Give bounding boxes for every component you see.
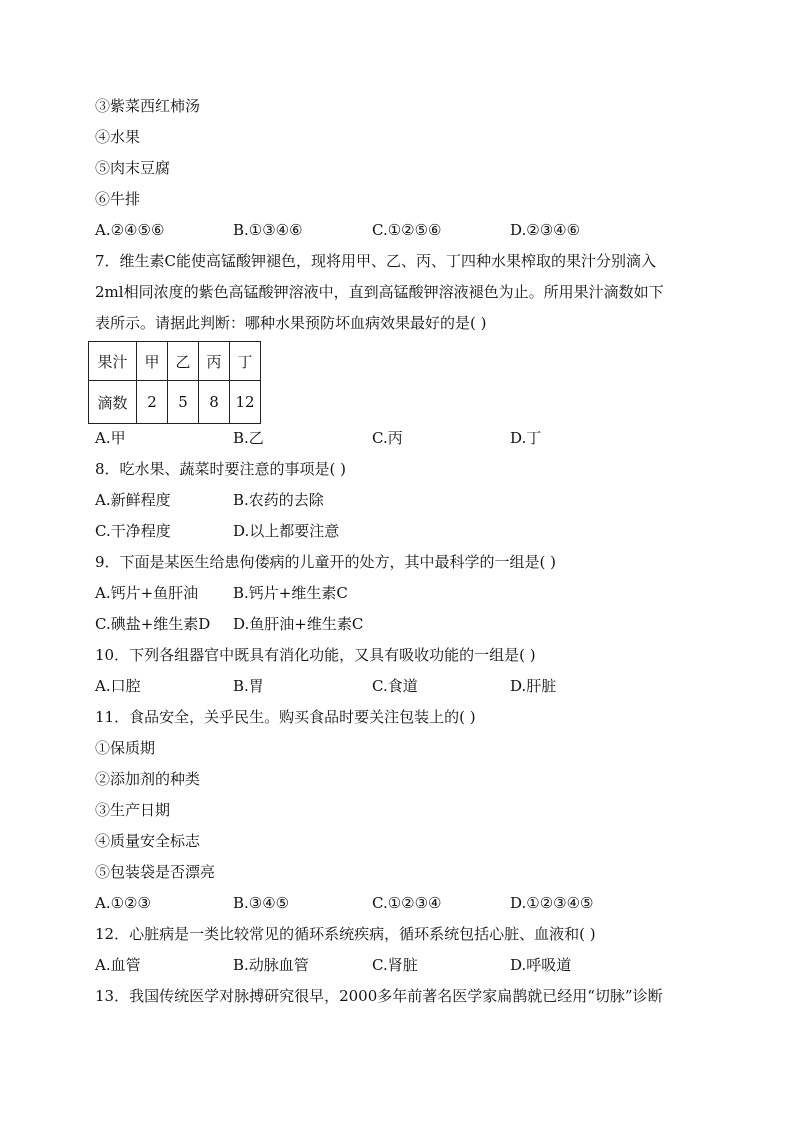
q11-option-a: A.①②③ <box>95 894 151 912</box>
table-cell-fruit-2: 乙 <box>168 342 199 381</box>
q10-option-d: D.肝脏 <box>510 677 557 695</box>
table-cell-fruit-3: 丙 <box>199 342 230 381</box>
q10-stem: 10．下列各组器官中既具有消化功能，又具有吸收功能的一组是( ) <box>95 646 536 664</box>
q9-stem: 9．下面是某医生给患佝偻病的儿童开的处方，其中最科学的一组是( ) <box>95 553 557 571</box>
q6-option-c: C.①②⑤⑥ <box>372 221 442 239</box>
q13-stem: 13．我国传统医学对脉搏研究很早，2000多年前著名医学家扁鹊就已经用“切脉”诊断 <box>95 987 663 1005</box>
table-cell-fruit-4: 丁 <box>230 342 261 381</box>
q11-item-4: ④质量安全标志 <box>95 832 201 850</box>
q7-stem-line3: 表所示。请据此判断：哪种水果预防坏血病效果最好的是( ) <box>95 314 487 332</box>
q7-stem-line2: 2ml相同浓度的紫色高锰酸钾溶液中，直到高锰酸钾溶液褪色为止。所用果汁滴数如下 <box>95 283 664 301</box>
q12-option-a: A.血管 <box>95 956 141 974</box>
q9-option-c: C.碘盐+维生素D <box>95 615 211 633</box>
q6-item-4: ④水果 <box>95 128 141 146</box>
table-cell-drops-4: 12 <box>230 381 261 424</box>
q11-item-5: ⑤包装袋是否漂亮 <box>95 863 216 881</box>
q6-option-a: A.②④⑤⑥ <box>95 221 165 239</box>
table-cell-fruit-1: 甲 <box>137 342 168 381</box>
q9-option-a: A.钙片+鱼肝油 <box>95 584 199 602</box>
q9-option-b: B.钙片+维生素C <box>233 584 348 602</box>
q6-item-5: ⑤肉末豆腐 <box>95 159 171 177</box>
q10-option-a: A.口腔 <box>95 677 141 695</box>
q8-option-b: B.农药的去除 <box>233 491 324 509</box>
q8-option-c: C.干净程度 <box>95 522 171 540</box>
q6-item-6: ⑥牛排 <box>95 190 141 208</box>
table-cell-drops-2: 5 <box>168 381 199 424</box>
table-header-juice: 果汁 <box>89 342 137 381</box>
q12-option-d: D.呼吸道 <box>510 956 572 974</box>
table-cell-drops-3: 8 <box>199 381 230 424</box>
q7-stem-line1: 7．维生素C能使高锰酸钾褪色，现将用甲、乙、丙、丁四种水果榨取的果汁分别滴入 <box>95 252 657 270</box>
juice-drops-table <box>88 341 261 424</box>
table-row <box>89 342 261 381</box>
q6-option-b: B.①③④⑥ <box>233 221 303 239</box>
q11-option-c: C.①②③④ <box>372 894 442 912</box>
q6-item-3: ③紫菜西红柿汤 <box>95 97 201 115</box>
q12-stem: 12．心脏病是一类比较常见的循环系统疾病，循环系统包括心脏、血液和( ) <box>95 925 596 943</box>
q9-option-d: D.鱼肝油+维生素C <box>233 615 364 633</box>
q11-item-3: ③生产日期 <box>95 801 171 819</box>
q11-option-b: B.③④⑤ <box>233 894 290 912</box>
q7-option-c: C.丙 <box>372 429 403 447</box>
q8-stem: 8．吃水果、蔬菜时要注意的事项是( ) <box>95 460 347 478</box>
q11-option-d: D.①②③④⑤ <box>510 894 594 912</box>
q12-option-c: C.肾脏 <box>372 956 418 974</box>
q11-item-2: ②添加剂的种类 <box>95 770 201 788</box>
q7-option-d: D.丁 <box>510 429 542 447</box>
q11-stem: 11．食品安全，关乎民生。购买食品时要关注包装上的( ) <box>95 708 476 726</box>
q8-option-a: A.新鲜程度 <box>95 491 171 509</box>
table-row <box>89 381 261 424</box>
q10-option-c: C.食道 <box>372 677 418 695</box>
q8-option-d: D.以上都要注意 <box>233 522 340 540</box>
q7-option-a: A.甲 <box>95 429 126 447</box>
q6-option-d: D.②③④⑥ <box>510 221 581 239</box>
q10-option-b: B.胃 <box>233 677 264 695</box>
table-cell-drops-1: 2 <box>137 381 168 424</box>
table-header-drops: 滴数 <box>89 381 137 424</box>
q12-option-b: B.动脉血管 <box>233 956 309 974</box>
q11-item-1: ①保质期 <box>95 739 156 757</box>
q7-option-b: B.乙 <box>233 429 264 447</box>
